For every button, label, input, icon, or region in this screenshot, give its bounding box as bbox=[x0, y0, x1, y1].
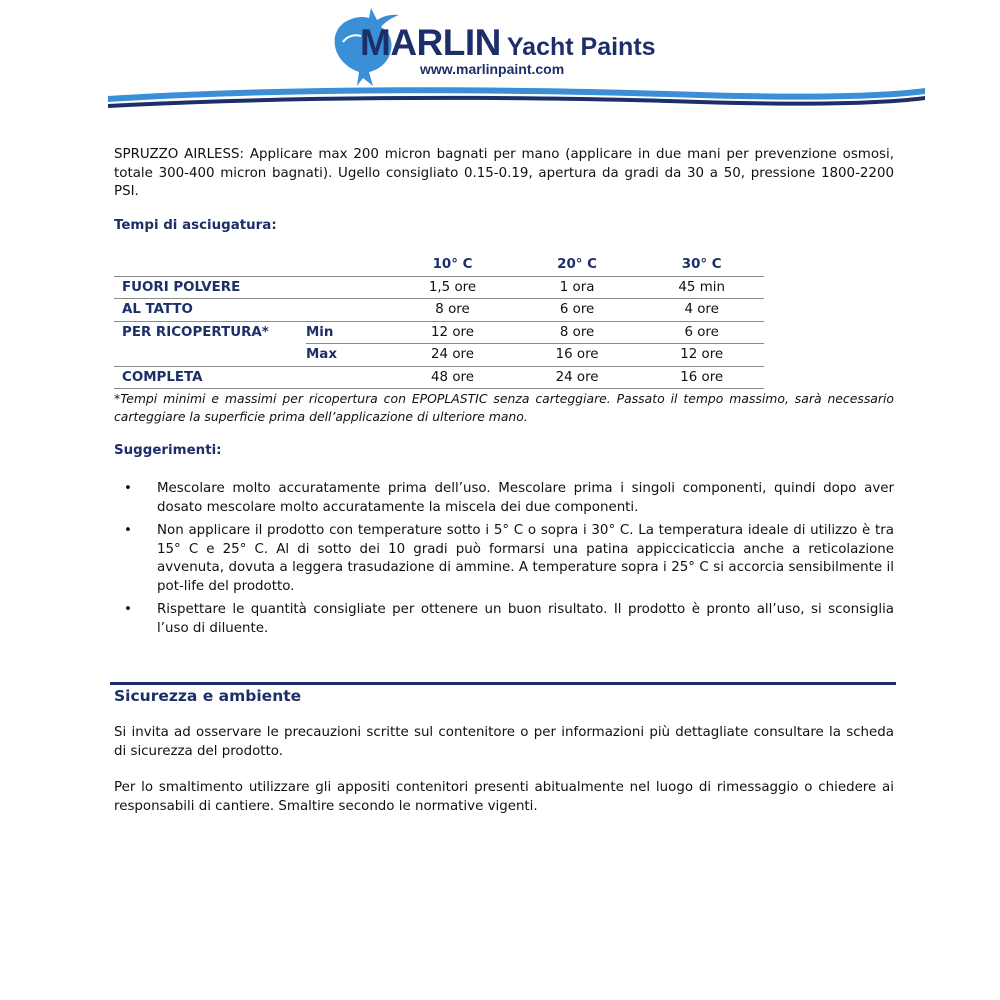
row-label: AL TATTO bbox=[114, 299, 306, 322]
table-cell: 16 ore bbox=[515, 344, 640, 367]
table-cell: 24 ore bbox=[515, 366, 640, 389]
drying-times-heading: Tempi di asciugatura: bbox=[114, 218, 277, 233]
column-header: 20° C bbox=[515, 254, 640, 276]
list-item-text: Mescolare molto accuratamente prima dell’uso. Mescolare prima i singoli componenti, quindi dopo aver dosato mescolare molto accuratamente la miscela dei due componenti. bbox=[157, 481, 894, 515]
column-header: 30° C bbox=[639, 254, 764, 276]
row-label bbox=[114, 344, 306, 367]
table-cell: 8 ore bbox=[515, 321, 640, 344]
bullet-icon: • bbox=[124, 602, 132, 617]
website-url: www.marlinpaint.com bbox=[420, 61, 565, 77]
bullet-icon: • bbox=[124, 523, 132, 538]
table-row bbox=[114, 344, 764, 367]
table-cell: 4 ore bbox=[639, 299, 764, 322]
row-label: FUORI POLVERE bbox=[114, 276, 306, 299]
list-item bbox=[114, 480, 894, 517]
table-cell: 1,5 ore bbox=[390, 276, 515, 299]
brand-subtitle: Yacht Paints bbox=[506, 33, 656, 61]
table-cell: 6 ore bbox=[639, 321, 764, 344]
safety-paragraph: Si invita ad osservare le precauzioni scritte sul contenitore o per informazioni più dettagliate consultare la scheda di sicurezza del prodotto. bbox=[114, 725, 894, 759]
disposal-paragraph: Per lo smaltimento utilizzare gli appositi contenitori presenti abitualmente nel luogo di rimessaggio o chiedere ai responsabili di cantiere. Smaltire secondo le normative vigenti. bbox=[114, 780, 894, 814]
row-label: COMPLETA bbox=[114, 366, 306, 389]
row-sublabel: Max bbox=[306, 344, 390, 367]
table-cell: 12 ore bbox=[639, 344, 764, 367]
bullet-icon: • bbox=[124, 481, 132, 496]
table-row bbox=[114, 276, 764, 299]
table-footnote: *Tempi minimi e massimi per ricopertura con EPOPLASTIC senza carteggiare. Passato il tempo massimo, sarà necessario carteggiare la superficie prima dell’applicazione di ulteriore mano. bbox=[114, 391, 894, 424]
table-cell: 6 ore bbox=[515, 299, 640, 322]
suggestions-heading: Suggerimenti: bbox=[114, 443, 222, 458]
row-sublabel bbox=[306, 366, 390, 389]
spray-section bbox=[114, 146, 894, 202]
table-row bbox=[114, 321, 764, 344]
page-header bbox=[0, 0, 1000, 115]
table-cell: 45 min bbox=[639, 276, 764, 299]
table-row bbox=[114, 299, 764, 322]
table-cell: 48 ore bbox=[390, 366, 515, 389]
table-row bbox=[114, 366, 764, 389]
column-header: 10° C bbox=[390, 254, 515, 276]
brand-name bbox=[360, 22, 656, 64]
row-label: PER RICOPERTURA* bbox=[122, 325, 269, 340]
header-waves bbox=[0, 82, 1000, 112]
list-item-text: Rispettare le quantità consigliate per ottenere un buon risultato. Il prodotto è pronto all’uso, si sconsiglia l’uso di diluente. bbox=[157, 602, 894, 636]
list-item bbox=[114, 601, 894, 638]
row-sublabel bbox=[306, 299, 390, 322]
safety-heading: Sicurezza e ambiente bbox=[114, 687, 302, 705]
table-header-row bbox=[114, 254, 764, 276]
list-item bbox=[114, 522, 894, 596]
table-cell: 8 ore bbox=[390, 299, 515, 322]
row-sublabel: Min bbox=[306, 321, 390, 344]
list-item-text: Non applicare il prodotto con temperature sotto i 5° C o sopra i 30° C. La temperatura ideale di utilizzo è tra 15° C e 25° C. Al di sotto dei 10 gradi può formarsi una patina appiccicaticcia anche a reticolazione avvenuta, dovuta a leggera trasudazione di ammine. A temperature sopra i 25° C si accorcia sensibilmente il pot-life del prodotto. bbox=[157, 523, 894, 594]
row-sublabel bbox=[306, 276, 390, 299]
brand-title: MARLIN bbox=[360, 22, 501, 63]
suggestions-list bbox=[114, 480, 894, 643]
table-cell: 24 ore bbox=[390, 344, 515, 367]
table-cell: 16 ore bbox=[639, 366, 764, 389]
table-cell: 12 ore bbox=[390, 321, 515, 344]
table-cell: 1 ora bbox=[515, 276, 640, 299]
spray-paragraph: SPRUZZO AIRLESS: Applicare max 200 micron bagnati per mano (applicare in due mani per prevenzione osmosi, totale 300-400 micron bagnati). Ugello consigliato 0.15-0.19, apertura da gradi da 30 a 50, pressione 1800-2200 PSI. bbox=[114, 147, 894, 199]
drying-times-table bbox=[114, 254, 764, 389]
section-divider bbox=[110, 682, 896, 685]
